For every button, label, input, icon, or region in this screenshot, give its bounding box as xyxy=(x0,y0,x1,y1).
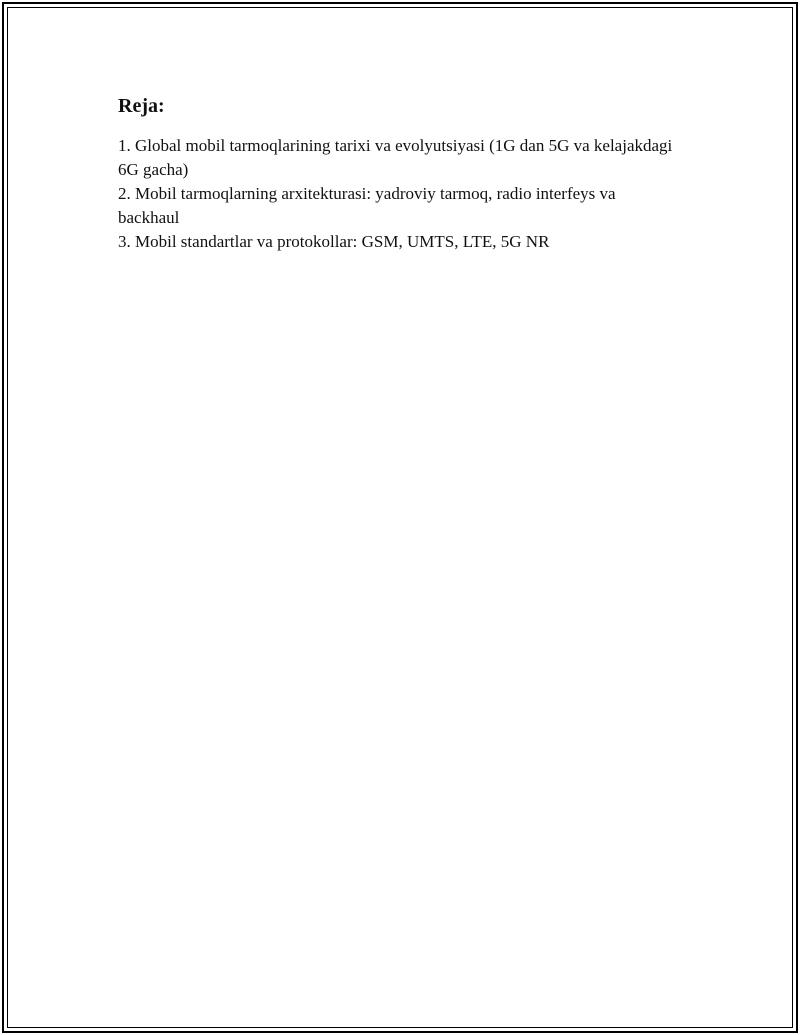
plan-heading: Reja: xyxy=(118,95,165,117)
plan-list xyxy=(118,134,678,254)
document-content xyxy=(118,92,678,254)
plan-item-1: 1. Global mobil tarmoqlarining tarixi va evolyutsiyasi (1G dan 5G va kelajakdagi 6G gacha) xyxy=(118,136,673,179)
plan-item-3: 3. Mobil standartlar va protokollar: GSM, UMTS, LTE, 5G NR xyxy=(118,232,550,251)
plan-item-2: 2. Mobil tarmoqlarning arxitekturasi: yadroviy tarmoq, radio interfeys va backhaul xyxy=(118,184,616,227)
